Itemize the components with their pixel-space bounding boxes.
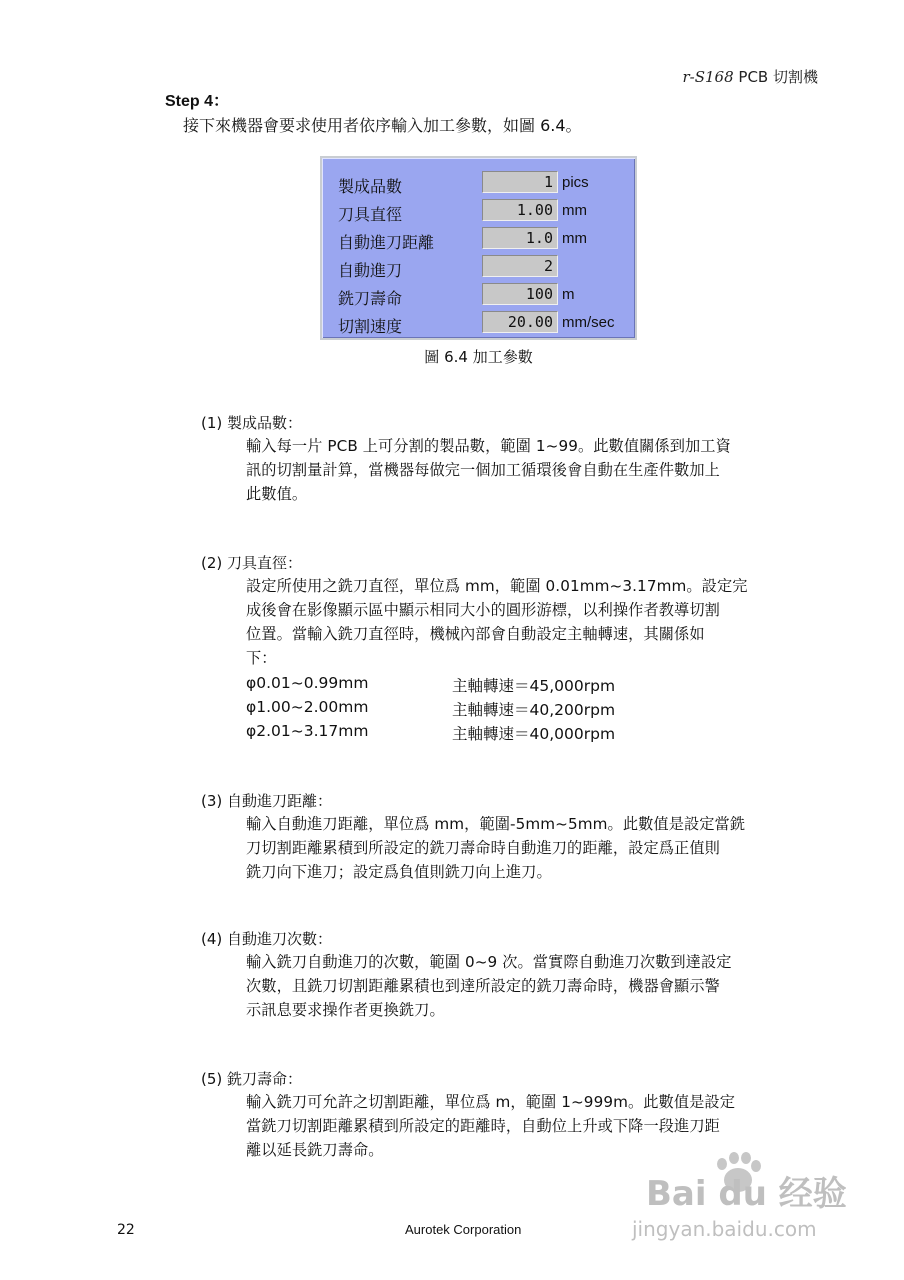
param-value-field[interactable]: 100 bbox=[482, 283, 558, 305]
section-body bbox=[246, 574, 820, 670]
body-line: 刀切割距離累積到所設定的銑刀壽命時自動進刀的距離，設定爲正值則 bbox=[246, 839, 720, 857]
body-line: 此數值。 bbox=[246, 485, 308, 503]
param-unit: mm/sec bbox=[562, 314, 615, 331]
spec-range: φ2.01~3.17mm bbox=[246, 722, 369, 740]
param-row-product-count bbox=[336, 171, 632, 195]
param-row-auto-feed-distance bbox=[336, 227, 632, 251]
spec-speed: 主軸轉速＝40,200rpm bbox=[452, 701, 616, 719]
body-line: 離以延長銑刀壽命。 bbox=[246, 1141, 384, 1159]
body-line: 設定所使用之銑刀直徑，單位爲 mm，範圍 0.01mm~3.17mm。設定完 bbox=[246, 577, 748, 595]
body-line: 當銑刀切割距離累積到所設定的距離時，自動位上升或下降一段進刀距 bbox=[246, 1117, 720, 1135]
spec-speed: 主軸轉速＝40,000rpm bbox=[452, 725, 616, 743]
param-label: 自動進刀距離 bbox=[338, 233, 435, 252]
param-row-cut-speed bbox=[336, 311, 632, 335]
company-name: Aurotek Corporation bbox=[405, 1222, 522, 1237]
param-value-field[interactable]: 2 bbox=[482, 255, 558, 277]
body-line: 輸入自動進刀距離，單位爲 mm，範圍-5mm~5mm。此數值是設定當銑 bbox=[246, 815, 746, 833]
parameter-panel bbox=[320, 156, 637, 340]
section-title: (3) 自動進刀距離： bbox=[201, 792, 333, 810]
param-unit: mm bbox=[562, 202, 587, 219]
body-line: 示訊息要求操作者更換銑刀。 bbox=[246, 1001, 445, 1019]
param-label: 自動進刀 bbox=[338, 261, 403, 280]
param-row-tool-diameter bbox=[336, 199, 632, 223]
param-unit: pics bbox=[562, 174, 589, 191]
step-intro: 接下來機器會要求使用者依序輸入加工參數，如圖 6.4。 bbox=[183, 116, 582, 135]
section-body bbox=[246, 950, 820, 1022]
figure-caption: 圖 6.4 加工參數 bbox=[424, 348, 533, 366]
section-title: (5) 銑刀壽命： bbox=[201, 1070, 303, 1088]
body-line: 輸入銑刀自動進刀的次數，範圍 0~9 次。當實際自動進刀次數到達設定 bbox=[246, 953, 732, 971]
body-line: 成後會在影像顯示區中顯示相同大小的圓形游標，以利操作者教導切割 bbox=[246, 601, 720, 619]
section-title: (4) 自動進刀次數： bbox=[201, 930, 333, 948]
spec-speed: 主軸轉速＝45,000rpm bbox=[452, 677, 616, 695]
body-line: 銑刀向下進刀；設定爲負值則銑刀向上進刀。 bbox=[246, 863, 552, 881]
baidu-watermark-logo bbox=[618, 1140, 858, 1250]
watermark-url: jingyan.baidu.com bbox=[632, 1217, 817, 1241]
model-name: r-S168 bbox=[682, 68, 734, 86]
section-title: (2) 刀具直徑： bbox=[201, 554, 303, 572]
param-unit: mm bbox=[562, 230, 587, 247]
body-line: 下： bbox=[246, 649, 277, 667]
param-value-field[interactable]: 1.0 bbox=[482, 227, 558, 249]
header-title: PCB 切割機 bbox=[733, 68, 818, 86]
section-body bbox=[246, 812, 820, 884]
param-row-auto-feed bbox=[336, 255, 632, 279]
param-label: 刀具直徑 bbox=[338, 205, 403, 224]
param-label: 切割速度 bbox=[338, 317, 403, 336]
body-line: 訊的切割量計算，當機器每做完一個加工循環後會自動在生產件數加上 bbox=[246, 461, 720, 479]
spec-range: φ0.01~0.99mm bbox=[246, 674, 369, 692]
section-body bbox=[246, 434, 820, 506]
param-label: 製成品數 bbox=[338, 177, 403, 196]
body-line: 輸入每一片 PCB 上可分割的製品數，範圍 1~99。此數值關係到加工資 bbox=[246, 437, 731, 455]
param-row-tool-life bbox=[336, 283, 632, 307]
spec-range: φ1.00~2.00mm bbox=[246, 698, 369, 716]
body-line: 次數，且銑刀切割距離累積也到達所設定的銑刀壽命時，機器會顯示警 bbox=[246, 977, 720, 995]
section-title: (1) 製成品數： bbox=[201, 414, 303, 432]
page-number: 22 bbox=[117, 1222, 135, 1238]
param-value-field[interactable]: 1.00 bbox=[482, 199, 558, 221]
watermark-brand: Bai du 经验 bbox=[646, 1174, 847, 1214]
body-line: 輸入銑刀可允許之切割距離，單位爲 m，範圍 1~999m。此數值是設定 bbox=[246, 1093, 735, 1111]
param-value-field[interactable]: 1 bbox=[482, 171, 558, 193]
param-label: 銑刀壽命 bbox=[338, 289, 403, 308]
running-header bbox=[560, 66, 818, 87]
param-unit: m bbox=[562, 286, 575, 303]
step-title: Step 4： bbox=[165, 93, 230, 110]
body-line: 位置。當輸入銑刀直徑時，機械內部會自動設定主軸轉速，其關係如 bbox=[246, 625, 705, 643]
param-value-field[interactable]: 20.00 bbox=[482, 311, 558, 333]
